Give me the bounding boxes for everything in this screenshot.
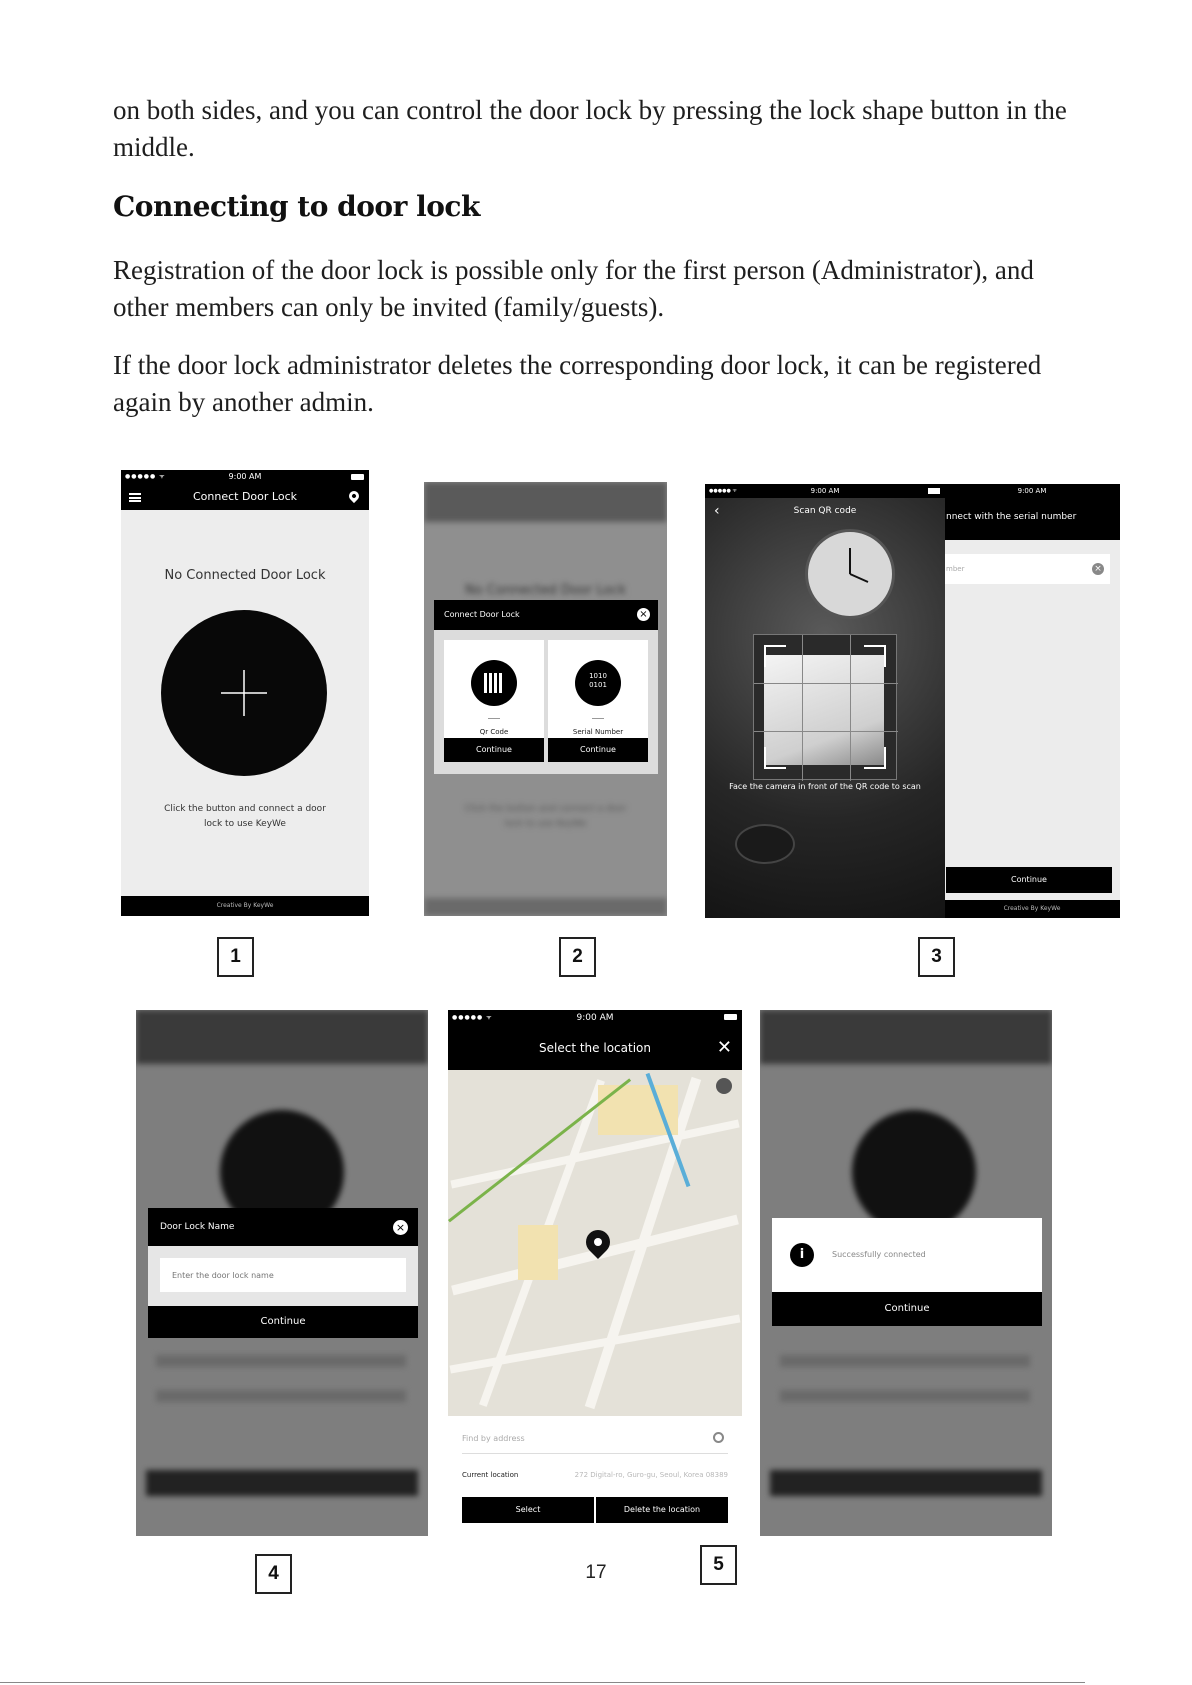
location-pin-icon[interactable]	[347, 489, 361, 503]
close-icon[interactable]: ×	[637, 608, 650, 621]
clear-icon[interactable]: ×	[1092, 563, 1104, 575]
serial-continue-button[interactable]: Continue	[548, 738, 648, 762]
status-bar: ●●●●● ᯤ 9:00 AM	[448, 1010, 742, 1026]
scan-hint: Face the camera in front of the QR code to scan	[729, 782, 921, 791]
screen-title: Select the location	[539, 1041, 651, 1055]
bottom-rule	[0, 1682, 1085, 1683]
back-arrow-icon[interactable]: ‹	[714, 503, 720, 519]
figure-label-4: 4	[255, 1554, 292, 1594]
map-view[interactable]	[448, 1070, 742, 1416]
screenshot-1-connect-door-lock	[121, 470, 369, 916]
empty-state-heading: No Connected Door Lock	[164, 568, 326, 583]
door-lock-name-input[interactable]	[160, 1258, 406, 1292]
figure-label-2: 2	[559, 937, 596, 977]
my-location-icon[interactable]	[716, 1078, 732, 1094]
continue-button[interactable]: Continue	[148, 1306, 418, 1338]
delete-location-button[interactable]: Delete the location	[596, 1497, 728, 1523]
current-location-row: Current location 272 Digital-ro, Guro-gu, Seoul, Korea 08389	[462, 1471, 728, 1479]
scan-title: Scan QR code	[793, 506, 857, 516]
dialog-header	[434, 600, 658, 630]
deletion-paragraph: If the door lock administrator deletes the corresponding door lock, it can be registered again by another admin.	[113, 350, 1042, 417]
scan-frame	[753, 634, 897, 780]
wall-clock-image	[805, 529, 895, 619]
find-by-address-input[interactable]: Find by address	[462, 1424, 728, 1454]
screenshot-2-connect-dialog	[424, 482, 667, 916]
figure-label-5: 5	[700, 1545, 737, 1585]
section-heading: Connecting to door lock	[113, 190, 480, 223]
screenshot-5-select-location	[448, 1010, 742, 1536]
success-dialog	[772, 1218, 1042, 1292]
dialog-body	[148, 1246, 418, 1306]
scan-nav-bar	[705, 498, 945, 524]
figure-label-3: 3	[918, 937, 955, 977]
registration-paragraph: Registration of the door lock is possible only for the first person (Administrator), and other members can only be invited (family/guests).	[113, 255, 1034, 322]
serial-continue-button[interactable]: Continue	[946, 867, 1112, 893]
dialog-title: Connect Door Lock	[444, 610, 520, 619]
close-icon[interactable]: ✕	[716, 1037, 732, 1058]
battery-icon	[351, 474, 364, 480]
dialog-body	[434, 630, 658, 774]
dialog-title: Door Lock Name	[160, 1222, 235, 1232]
page-number: 17	[585, 1562, 607, 1583]
status-bar: ●●●●● ᯤ 9:00 AM	[121, 470, 369, 484]
coffee-cup-image	[735, 824, 795, 864]
menu-icon[interactable]	[129, 493, 141, 502]
success-message: Successfully connected	[832, 1250, 926, 1259]
add-door-lock-button[interactable]	[161, 610, 327, 776]
serial-number-icon: 1010 0101	[575, 660, 621, 706]
intro-paragraph: on both sides, and you can control the door lock by pressing the lock shape button in the middle.	[113, 95, 1067, 162]
select-button[interactable]: Select	[462, 1497, 594, 1523]
plus-icon	[161, 610, 327, 776]
dialog-header	[148, 1208, 418, 1246]
screenshot-6-success	[760, 1010, 1052, 1536]
serial-screen-title: nnect with the serial number	[944, 498, 1120, 540]
serial-number-input[interactable]: mber ×	[944, 554, 1110, 584]
nav-bar	[448, 1026, 742, 1070]
continue-button[interactable]: Continue	[772, 1292, 1042, 1326]
nav-bar	[121, 484, 369, 510]
qr-code-option[interactable]: Qr Code	[444, 640, 544, 750]
info-icon: i	[790, 1243, 814, 1267]
serial-number-screen: 9:00 AM nnect with the serial number mber × Continue Creative By KeyWe	[944, 484, 1120, 918]
screenshot-4-door-lock-name	[136, 1010, 428, 1536]
blurred-background: No Connected Door Lock Click the button and connect a door lock to use KeyWe	[424, 482, 667, 916]
screenshot-3-scan-and-serial	[700, 478, 1120, 918]
scan-qr-screen: ●●●●● ᯤ 9:00 AM ‹ Scan QR code Face the camera in front of the QR code to scan	[705, 484, 945, 918]
close-icon[interactable]: ×	[393, 1220, 408, 1235]
qr-code-icon	[471, 660, 517, 706]
connect-hint: Click the button and connect a door lock to use KeyWe	[164, 804, 326, 829]
screen-title: Connect Door Lock	[192, 490, 297, 503]
footer-brand: Creative By KeyWe	[121, 896, 369, 916]
serial-number-option[interactable]: 1010 0101 Serial Number	[548, 640, 648, 750]
figure-label-1: 1	[217, 937, 254, 977]
qr-continue-button[interactable]: Continue	[444, 738, 544, 762]
search-icon[interactable]	[713, 1432, 724, 1443]
battery-icon	[724, 1014, 737, 1020]
